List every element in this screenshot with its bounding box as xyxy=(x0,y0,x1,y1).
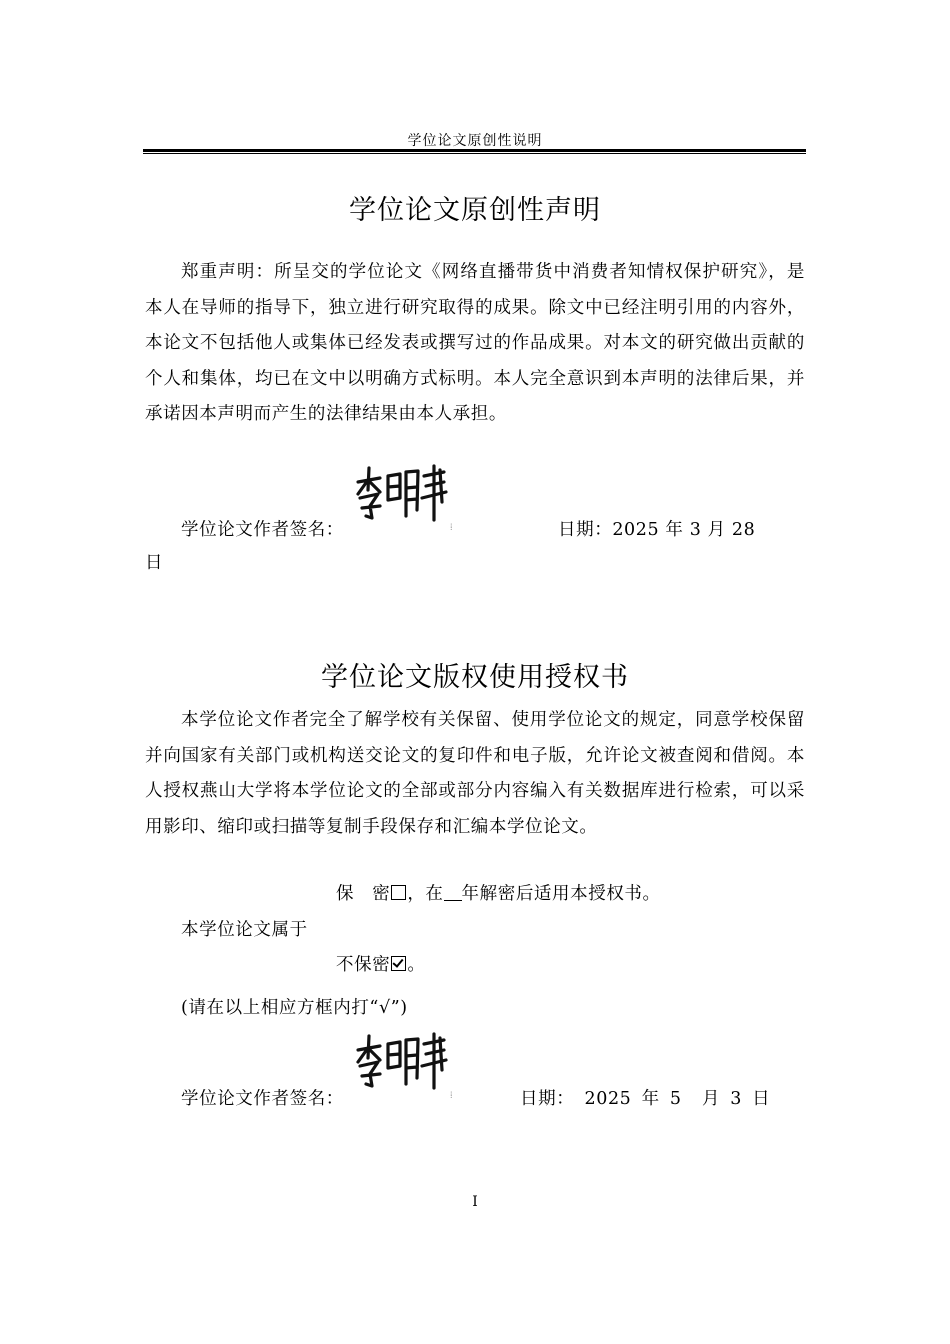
date-day: 3 xyxy=(730,1089,742,1109)
nonsecret-option-end: 。 xyxy=(407,955,426,975)
nonsecret-option xyxy=(336,951,425,976)
page-number: I xyxy=(472,1194,478,1210)
belongs-label: 本学位论文属于 xyxy=(181,920,308,940)
running-header: 学位论文原创性说明 xyxy=(407,133,543,149)
date-year-unit: 年 xyxy=(641,1089,660,1109)
date-month: 5 xyxy=(669,1089,682,1109)
secret-checkbox[interactable] xyxy=(391,885,406,900)
secret-option-label: 保 密 xyxy=(336,884,391,904)
copyright-date xyxy=(520,1085,770,1110)
check-instruction: (请在以上相应方框内打“√”) xyxy=(181,998,408,1018)
nonsecret-option-label: 不保密 xyxy=(336,955,391,975)
originality-handwritten-signature xyxy=(350,462,450,522)
originality-signature-label: 学位论文作者签名： xyxy=(181,520,344,540)
date-year: 2025 xyxy=(584,1089,632,1109)
copyright-body: 本学位论文作者完全了解学校有关保留、使用学位论文的规定，同意学校保留并向国家有关部门或机构送交论文的复印件和电子版，允许论文被查阅和借阅。本人授权燕山大学将本学位论文的全部或部分内容编入有关数据库进行检索，可以采用影印、缩印或扫描等复制手段保存和汇编本学位论文。 xyxy=(145,710,805,837)
date-month: 3 xyxy=(689,520,702,540)
header-rule-thick xyxy=(143,149,806,152)
date-year-unit: 年 xyxy=(665,520,684,540)
date-month-unit: 月 xyxy=(707,520,726,540)
decrypt-year-blank[interactable] xyxy=(444,886,462,901)
header-rule-thin xyxy=(143,153,806,154)
signature-image-anchor-2: ⁞ xyxy=(450,1091,453,1101)
nonsecret-checkbox[interactable] xyxy=(391,956,406,971)
copyright-title: 学位论文版权使用授权书 xyxy=(321,662,629,693)
copyright-signature-label: 学位论文作者签名： xyxy=(181,1089,344,1109)
date-year: 2025 xyxy=(612,520,660,540)
copyright-handwritten-signature xyxy=(350,1030,450,1090)
originality-body: 郑重声明：所呈交的学位论文《网络直播带货中消费者知情权保护研究》，是本人在导师的指导下，独立进行研究取得的成果。除文中已经注明引用的内容外，本论文不包括他人或集体已经发表或撰写过的作品成果。对本文的研究做出贡献的个人和集体，均已在文中以明确方式标明。本人完全意识到本声明的法律后果，并承诺因本声明而产生的法律结果由本人承担。 xyxy=(145,262,805,424)
originality-title: 学位论文原创性声明 xyxy=(349,195,601,226)
date-label: 日期： xyxy=(520,1089,575,1109)
date-day-unit: 日 xyxy=(145,553,164,573)
date-day: 28 xyxy=(731,520,756,540)
date-day-unit: 日 xyxy=(752,1089,771,1109)
date-month-unit: 月 xyxy=(701,1089,721,1109)
secret-option xyxy=(336,880,661,905)
originality-date xyxy=(558,516,755,541)
signature-image-anchor: ⁞ xyxy=(450,523,453,533)
date-label: 日期： xyxy=(558,520,613,540)
secret-option-text-2: 年解密后适用本授权书。 xyxy=(461,884,661,904)
secret-option-text-1: ，在 xyxy=(407,884,444,904)
